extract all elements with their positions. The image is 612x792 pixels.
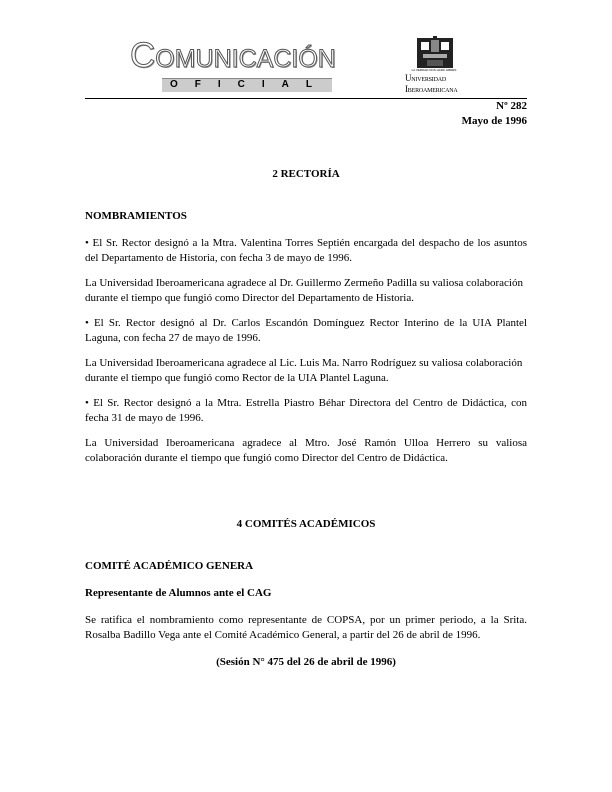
paragraph: • El Sr. Rector designó al Dr. Carlos Escandón Domínguez Rector Interino de la UIA Plantel Laguna, con fecha 27 de mayo de 1996. [85, 317, 527, 344]
section-title-comites: 4 COMITÉS ACADÉMICOS [236, 518, 376, 530]
paragraph: • El Sr. Rector designó a la Mtra. Estrella Piastro Béhar Directora del Centro de Didáctica, con fecha 31 de mayo de 1996. [85, 397, 527, 424]
paragraph: Se ratifica el nombramiento como representante de COPSA, por un primer periodo, a la Srita. Rosalba Badillo Vega ante el Comité Académico General, a partir del 26 de abril de 1996. [85, 614, 527, 641]
paragraph: La Universidad Iberoamericana agradece al Lic. Luis Ma. Narro Rodríguez su valiosa colaboración durante el tiempo que fungió como Rector de la UIA Plantel Laguna. [85, 357, 523, 384]
university-name-line1: Universidad [405, 73, 446, 83]
paragraph: • El Sr. Rector designó a la Mtra. Valentina Torres Septién encargada del despacho de los asuntos del Departamento de Historia, con fecha 3 de mayo de 1996. [85, 237, 527, 264]
university-crest-icon [415, 36, 455, 70]
subheading-representante: Representante de Alumnos ante el CAG [85, 587, 272, 599]
heading-nombramientos: NOMBRAMIENTOS [85, 210, 187, 222]
heading-comite-academico: COMITÉ ACADÉMICO GENERA [85, 560, 254, 572]
issue-date: Mayo de 1996 [461, 115, 527, 127]
paragraph: La Universidad Iberoamericana agradece al Mtro. José Ramón Ulloa Herrero su valiosa colaboración durante el tiempo que fungió como Director del Centro de Didáctica. [85, 437, 527, 464]
university-name-line2: Iberoamericana [405, 84, 458, 94]
crest-tagline: LA VERDAD NOS HARÁ LIBRES [411, 68, 457, 72]
section-title-rectoria: 2 RECTORÍA [272, 168, 340, 180]
session-reference: (Sesión N° 475 del 26 de abril de 1996) [216, 656, 396, 668]
masthead-title: Comunicación [130, 36, 336, 75]
university-name [405, 73, 485, 95]
paragraph: La Universidad Iberoamericana agradece al Dr. Guillermo Zermeño Padilla su valiosa colaboración durante el tiempo que fungió como Director del Departamento de Historia. [85, 277, 523, 304]
header-rule [85, 98, 527, 99]
masthead-subtitle: OFICIAL [170, 79, 329, 90]
issue-number: Nº 282 [496, 100, 527, 112]
